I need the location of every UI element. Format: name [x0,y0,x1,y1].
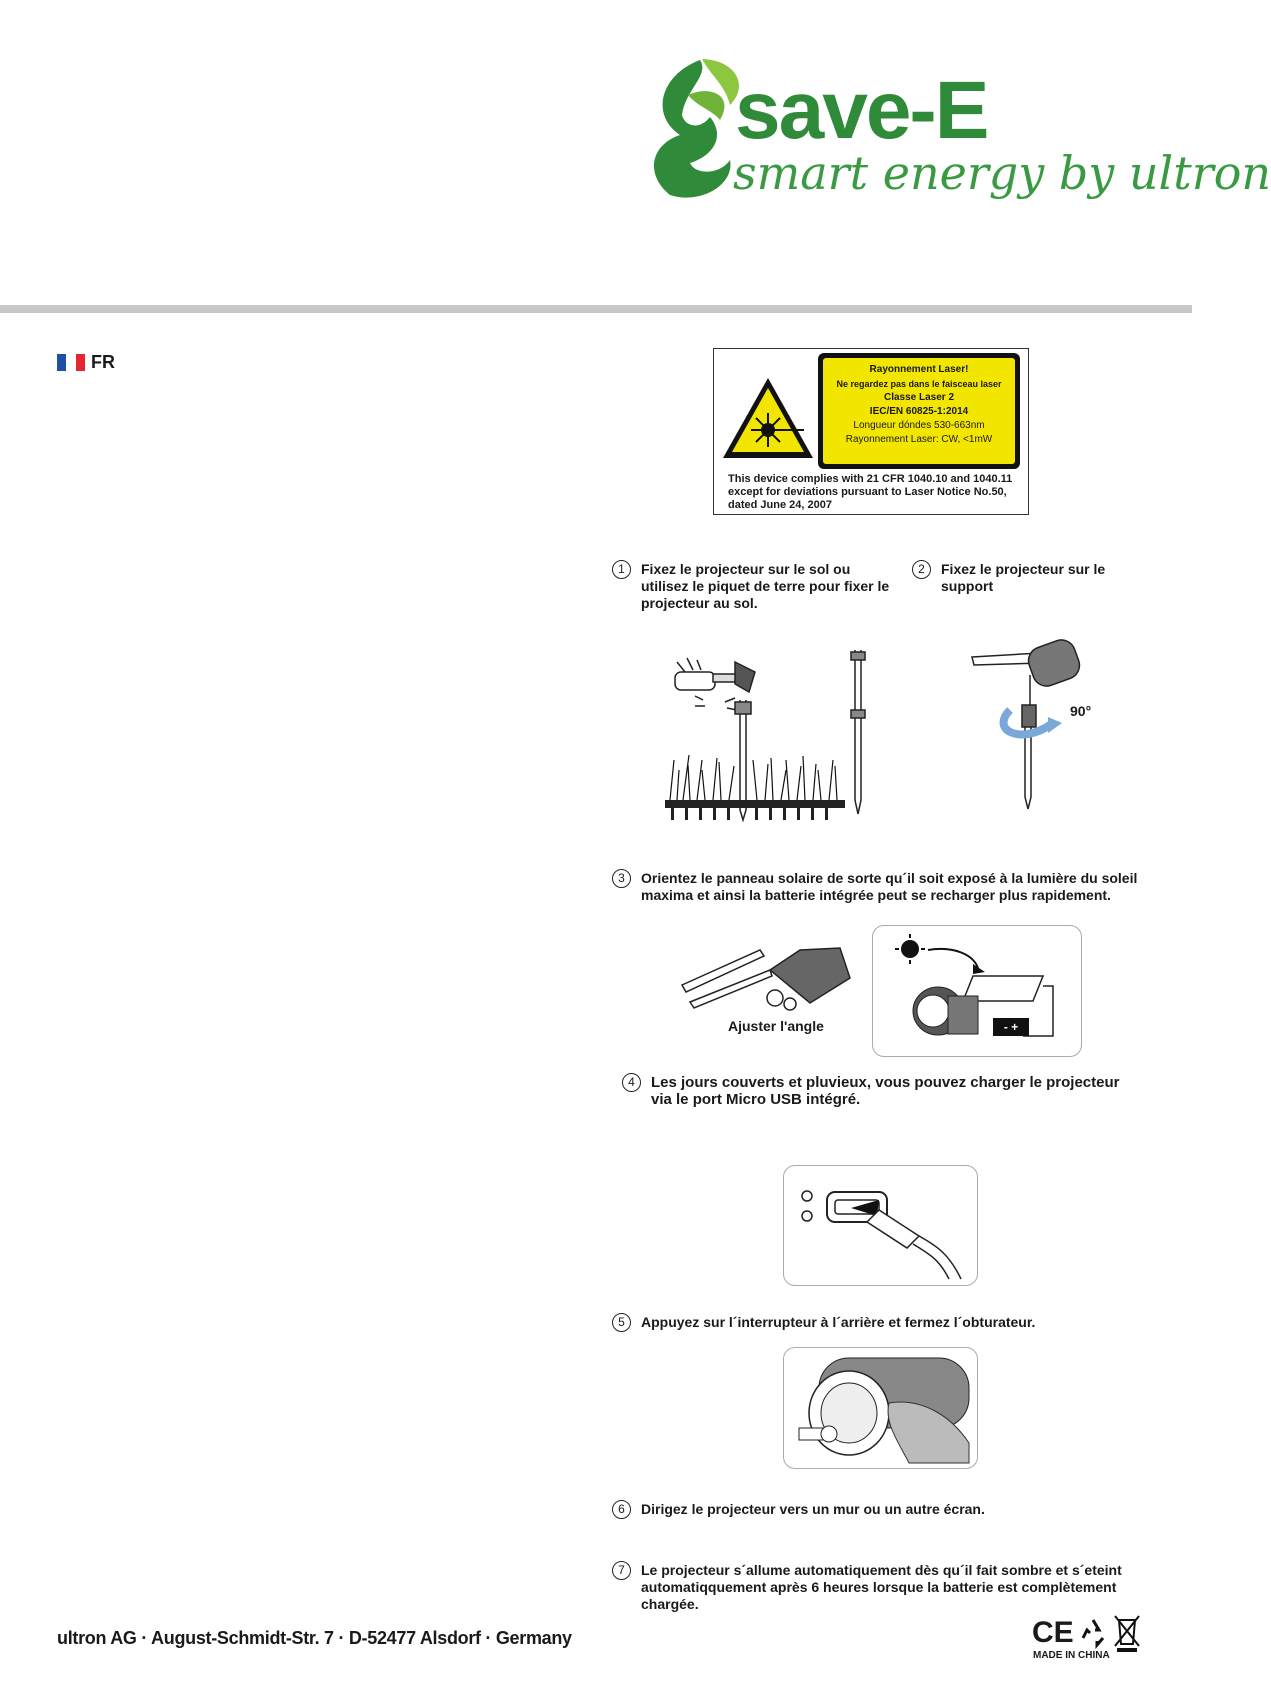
laser-compliance-text: This device complies with 21 CFR 1040.10 and 1040.11 except for deviations pursuant to Laser Notice No.50, dated June 24, 2007 [728,473,1013,511]
step-number: 3 [612,869,631,888]
step-number: 5 [612,1313,631,1332]
rotation-angle-label: 90° [1070,703,1092,719]
step-4 [622,1074,1142,1108]
weee-bin-icon [1113,1614,1141,1652]
language-indicator [57,352,115,373]
laser-warning-label [713,348,1029,515]
ground-stake-illustration [665,640,875,825]
laser-line: Classe Laser 2 [883,392,955,403]
step-number: 7 [612,1561,631,1580]
language-code: FR [91,352,115,372]
company-address: ultron AG · August-Schmidt-Str. 7 · D-52477 Alsdorf · Germany [57,1628,572,1648]
brand-name: save-E [735,65,988,156]
brand-tagline: smart energy by ultron [733,146,1271,200]
step-number: 2 [912,560,931,579]
step-text: Dirigez le projecteur vers un mur ou un autre écran. [641,1501,985,1517]
step-2 [912,561,1152,595]
laser-line: Longueur dóndes 530-663nm [853,420,985,431]
step-1 [612,561,897,612]
step-text: Orientez le panneau solaire de sorte qu´il soit exposé à la lumière du soleil maxima et ainsi la batterie intégrée peut se recharger plus rapidement. [641,870,1138,903]
step-text: Fixez le projecteur sur le support [941,561,1106,594]
step-6 [612,1501,1152,1519]
laser-hazard-icon [720,375,816,461]
hand-switch-icon [789,1353,974,1463]
projector-mount-illustration [970,635,1090,815]
usb-cable-icon [789,1174,974,1282]
step-text: Les jours couverts et pluvieux, vous pouvez charger le projecteur via le port Micro USB intégré. [651,1074,1120,1108]
step-text: Fixez le projecteur sur le sol ou utilisez le piquet de terre pour fixer le projecteur au sol. [641,561,890,611]
header-divider [0,305,1192,313]
adjust-angle-illustration [680,930,860,1030]
step-3 [612,870,1152,904]
switch-illustration [783,1347,978,1469]
step-number: 4 [622,1073,641,1092]
battery-icon: - + [993,1018,1029,1036]
step-text: Appuyez sur l´interrupteur à l´arrière et fermez l´obturateur. [641,1314,1036,1330]
adjust-angle-caption: Ajuster l'angle [728,1018,824,1034]
step-number: 1 [612,560,631,579]
step-5 [612,1314,1152,1332]
laser-title: Rayonnement Laser! [869,364,969,375]
solar-panel-illustration [872,925,1082,1057]
step-text: Le projecteur s´allume automatiquement dès qu´il fait sombre et s´eteint automatiqquement après 6 heures lorsque la batterie est complètement chargée. [641,1562,1122,1612]
laser-line: IEC/EN 60825-1:2014 [869,406,969,417]
recycle-icon [1078,1617,1108,1647]
step-number: 6 [612,1500,631,1519]
laser-line: Rayonnement Laser: CW, <1mW [845,434,993,445]
made-in-label: MADE IN CHINA [1033,1650,1110,1661]
laser-line: Ne regardez pas dans le faisceau laser [836,379,1002,389]
ce-mark-icon: CE [1032,1616,1074,1649]
french-flag-icon [57,354,85,371]
micro-usb-illustration [783,1165,978,1286]
step-7 [612,1562,1132,1613]
